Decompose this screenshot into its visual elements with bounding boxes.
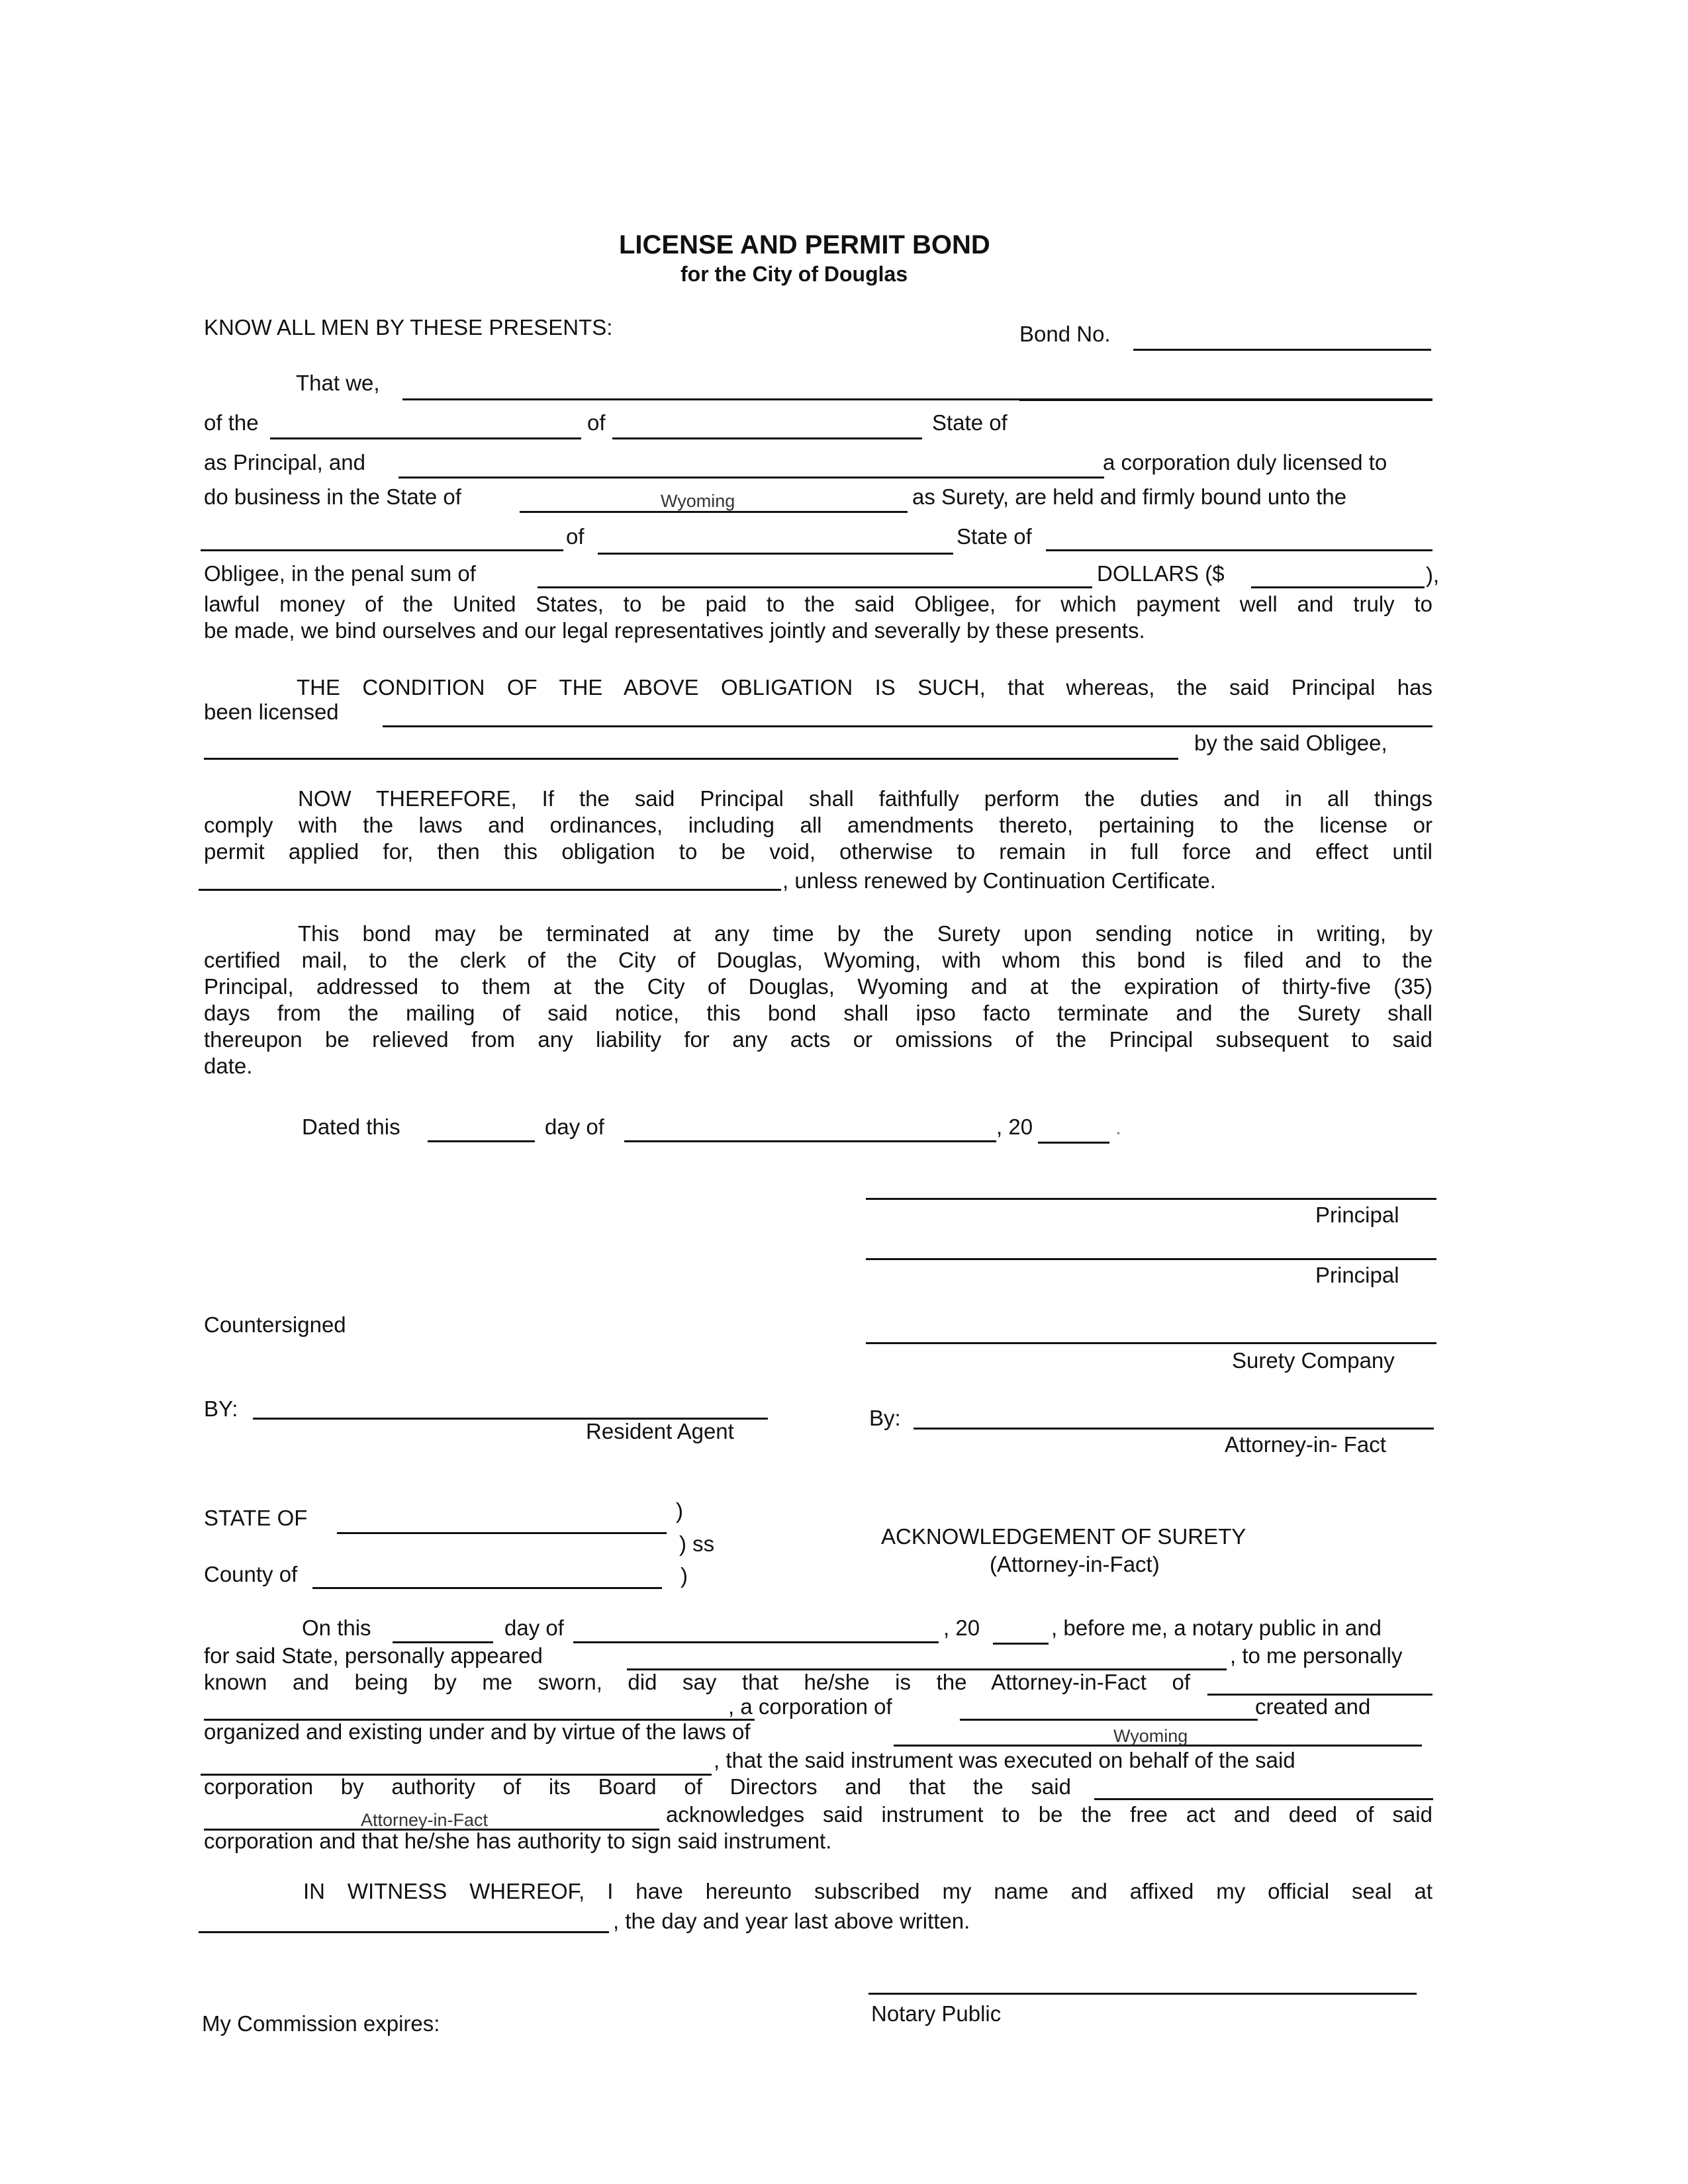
obligee-state-field[interactable] (1046, 549, 1432, 551)
termination-line-5: thereupon be relieved from any liability for any acts or omissions of the Principal subsequent to said (204, 1027, 1432, 1052)
as-principal-label: as Principal, and (204, 450, 365, 475)
document-title: LICENSE AND PERMIT BOND (619, 230, 990, 259)
acknowledgement-heading: ACKNOWLEDGEMENT OF SURETY (881, 1524, 1246, 1549)
bond-no-field[interactable] (1133, 349, 1431, 351)
principal-state-field[interactable] (1019, 399, 1432, 401)
dated-year-prefix: , 20 (996, 1115, 1033, 1139)
commission-expires-label: My Commission expires: (202, 2011, 440, 2036)
now-therefore-line-3: permit applied for, then this obligation to be void, otherwise to remain in full force and effect until (204, 839, 1432, 864)
laws-state-value: Wyoming (1113, 1726, 1188, 1746)
do-business-label: do business in the State of (204, 484, 461, 509)
penal-sum-words-field[interactable] (538, 586, 1092, 588)
termination-line-1: This bond may be terminated at any time by the Surety upon sending notice in writing, by (298, 921, 1432, 946)
lawful-money-line-1: lawful money of the United States, to be paid to the said Obligee, for which payment well and truly to (204, 592, 1432, 616)
that-we-label: That we, (296, 371, 380, 395)
obligee-state-label: State of (957, 524, 1032, 549)
obligee-name-field[interactable] (201, 549, 563, 551)
termination-line-2: certified mail, to the clerk of the City of Douglas, Wyoming, with whom this bond is filed and to the (204, 948, 1432, 972)
by-obligee-text: by the said Obligee, (1194, 731, 1387, 755)
surety-name-field[interactable] (399, 477, 1104, 478)
dated-day-field[interactable] (428, 1140, 535, 1142)
close-paren: ), (1426, 563, 1440, 587)
obligee-label: Obligee, in the penal sum of (204, 561, 476, 586)
a-corporation-of-text: , a corporation of (728, 1694, 892, 1719)
attorney-role-value: Attorney-in-Fact (361, 1810, 489, 1830)
of-label: of (587, 410, 606, 435)
now-therefore-line-2: comply with the laws and ordinances, including all amendments thereto, pertaining to the license or (204, 813, 1432, 837)
license-type-field-2[interactable] (204, 758, 1178, 760)
notary-signature-line[interactable] (868, 1993, 1417, 1995)
corp-licensed-text: a corporation duly licensed to (1103, 450, 1387, 475)
witness-place-field[interactable] (199, 1931, 609, 1933)
venue-paren-1: ) (676, 1498, 683, 1523)
expiration-date-field[interactable] (199, 889, 781, 891)
obligee-of-label: of (566, 524, 585, 549)
principal-signature-line-2[interactable] (866, 1258, 1436, 1260)
state-of-label: State of (932, 410, 1008, 435)
as-surety-text: as Surety, are held and firmly bound unto the (912, 484, 1347, 509)
document-subtitle: for the City of Douglas (680, 262, 908, 286)
dated-month-field[interactable] (624, 1140, 996, 1142)
attorney-in-fact-signature-line[interactable] (914, 1428, 1434, 1430)
principal-signature-line-1[interactable] (866, 1198, 1436, 1200)
bond-no-label: Bond No. (1019, 322, 1111, 346)
created-and-text: created and (1255, 1694, 1371, 1719)
for-said-state-text: for said State, personally appeared (204, 1643, 543, 1668)
venue-ss: ) ss (679, 1531, 715, 1556)
acknowledges-text: acknowledges said instrument to be the free act and deed of said (666, 1802, 1432, 1827)
condition-line-1: THE CONDITION OF THE ABOVE OBLIGATION IS SUCH, that whereas, the said Principal has (297, 675, 1432, 700)
corp-authority-sign-text: corporation and that he/she has authority to sign said instrument. (204, 1829, 832, 1853)
venue-state-label: STATE OF (204, 1506, 308, 1530)
surety-company-signature-line[interactable] (866, 1342, 1436, 1344)
termination-line-3: Principal, addressed to them at the City of Douglas, Wyoming and at the expiration of thirty-five (35) (204, 974, 1432, 999)
to-me-personally-text: , to me personally (1230, 1643, 1403, 1668)
principal-city-field[interactable] (612, 437, 922, 439)
attorney-in-fact-label: Attorney-in- Fact (1225, 1432, 1386, 1457)
authority-name-field[interactable] (1094, 1798, 1433, 1800)
know-all-men: KNOW ALL MEN BY THESE PRESENTS: (204, 315, 613, 340)
ack-month-field[interactable] (573, 1641, 939, 1643)
venue-county-label: County of (204, 1562, 298, 1586)
been-licensed-label: been licensed (204, 700, 339, 724)
known-sworn-text: known and being by me sworn, did say that he/she is the Attorney-in-Fact of (204, 1670, 1190, 1694)
notary-public-label: Notary Public (871, 2001, 1002, 2026)
lawful-money-line-2: be made, we bind ourselves and our legal representatives jointly and severally by these presents. (204, 618, 1145, 643)
ack-year-field[interactable] (993, 1643, 1049, 1645)
dated-this-label: Dated this (302, 1115, 400, 1139)
venue-county-field[interactable] (312, 1587, 662, 1589)
witness-line-1: IN WITNESS WHEREOF, I have hereunto subscribed my name and affixed my official seal at (303, 1879, 1432, 1903)
termination-line-4: days from the mailing of said notice, this bond shall ipso facto terminate and the Surety shall (204, 1001, 1432, 1025)
dated-year-field[interactable] (1038, 1142, 1109, 1144)
surety-state-field[interactable] (520, 511, 908, 513)
license-type-field[interactable] (383, 725, 1432, 727)
before-me-text: , before me, a notary public in and (1051, 1615, 1382, 1640)
ack-day-of-label: day of (504, 1615, 564, 1640)
witness-line-2: , the day and year last above written. (613, 1909, 970, 1933)
by-left-label: BY: (204, 1396, 238, 1421)
of-the-label: of the (204, 410, 259, 435)
on-this-label: On this (302, 1615, 371, 1640)
principal-label-2: Principal (1315, 1263, 1399, 1287)
venue-paren-3: ) (680, 1563, 688, 1588)
resident-agent-label: Resident Agent (586, 1419, 734, 1443)
organized-text: organized and existing under and by virtue of the laws of (204, 1719, 751, 1744)
by-right-label: By: (869, 1406, 901, 1430)
dated-period: . (1115, 1115, 1122, 1139)
countersigned-label: Countersigned (204, 1312, 346, 1337)
corporation-authority-text: corporation by authority of its Board of Directors and that the said (204, 1774, 1071, 1799)
ack-year-prefix: , 20 (943, 1615, 980, 1640)
now-therefore-line-4: , unless renewed by Continuation Certificate. (782, 868, 1216, 893)
principal-of-the-field[interactable] (270, 437, 581, 439)
penal-sum-amount-field[interactable] (1251, 586, 1425, 588)
principal-label-1: Principal (1315, 1203, 1399, 1227)
corporation-state-field[interactable] (960, 1719, 1258, 1721)
acknowledgement-subheading: (Attorney-in-Fact) (990, 1552, 1160, 1576)
now-therefore-line-1: NOW THEREFORE, If the said Principal shall faithfully perform the duties and in all things (298, 786, 1432, 811)
dated-day-of-label: day of (545, 1115, 604, 1139)
instrument-executed-text: , that the said instrument was executed on behalf of the said (714, 1748, 1295, 1772)
surety-state-value: Wyoming (661, 491, 735, 511)
dollars-label: DOLLARS ($ (1097, 561, 1225, 586)
surety-company-label: Surety Company (1232, 1348, 1395, 1373)
venue-state-field[interactable] (337, 1532, 667, 1534)
termination-line-6: date. (204, 1054, 253, 1078)
obligee-city-field[interactable] (598, 553, 953, 555)
